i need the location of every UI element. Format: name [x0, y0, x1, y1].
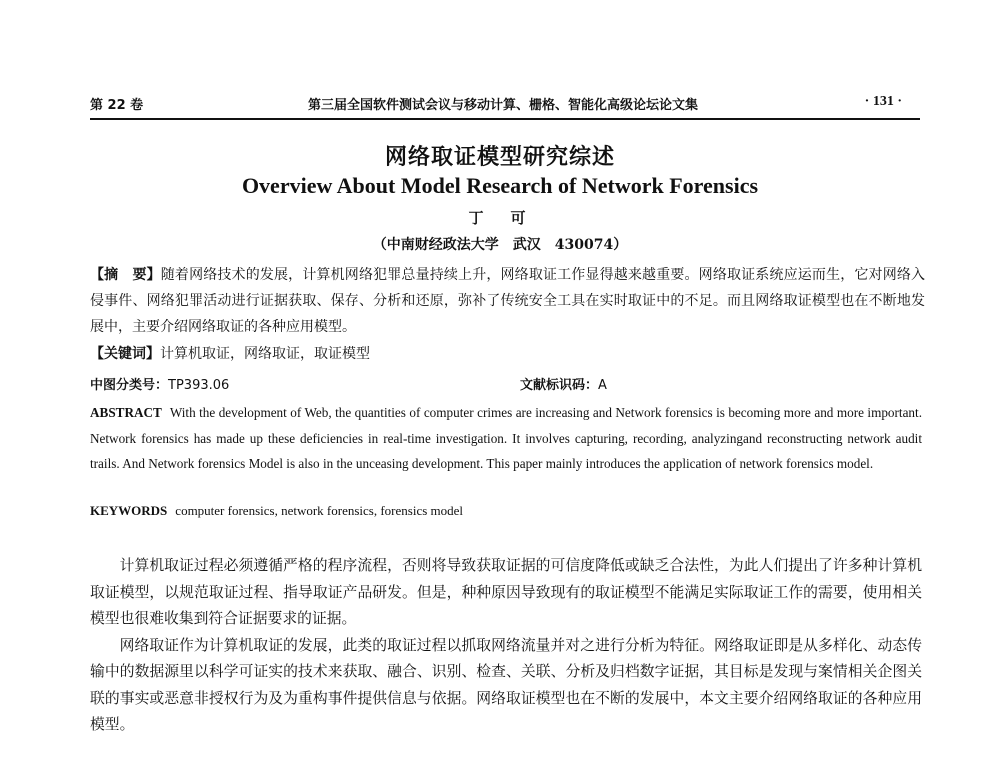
body-paragraph: 网络取证作为计算机取证的发展，此类的取证过程以抓取网络流量并对之进行分析为特征。网络取证即是从多样化、动态传输中的数据源里以科学可证实的技术来获取、融合、识别、检查、关联、分析及归档数字证据，其目标是发现与案情相关企图关联的事实或恶意非授权行为及为重构事件提供信息与依据。网络取证模型也在不断的发展中，本文主要介绍网络取证的各种应用模型。: [90, 636, 922, 733]
keywords-cn-text: 计算机取证，网络取证，取证模型: [160, 346, 370, 362]
body-text: [90, 553, 922, 739]
abstract-en: [90, 400, 922, 477]
doc-code-value: A: [598, 378, 607, 393]
keywords-cn: [90, 342, 925, 366]
paper-title-cn: 网络取证模型研究综述: [384, 145, 615, 170]
abstract-en-label: ABSTRACT: [90, 405, 162, 420]
clc-value: TP393.06: [168, 378, 230, 393]
keywords-cn-label: 【关键词】: [90, 346, 160, 362]
abstract-en-text: With the development of Web, the quantities of computer crimes are increasing and Network forensics is becoming more and more important. Network forensics has made up these deficiencies in real-time investigation. It involves capturing, recording, analyzingand reconstructing network audit trails. And Network forensics Model is also in the unceasing development. This paper mainly introduces the application of network forensics model.: [90, 405, 922, 471]
author-name: 丁 可: [468, 209, 532, 227]
clc-number: [90, 374, 229, 393]
doc-code-label: 文献标识码：: [520, 378, 599, 393]
page-number: · 131 ·: [864, 94, 902, 109]
running-header: [90, 92, 920, 116]
keywords-en-label: KEYWORDS: [90, 503, 168, 518]
volume-label: 第 22 卷: [90, 98, 144, 113]
paper-title-en: Overview About Model Research of Network Forensics: [241, 173, 759, 198]
keywords-en: [90, 503, 922, 519]
abstract-cn-text: 随着网络技术的发展，计算机网络犯罪总量持续上升，网络取证工作显得越来越重要。网络取证系统应运而生，它对网络入侵事件、网络犯罪活动进行证据获取、保存、分析和还原，弥补了传统安全工具在实时取证中的不足。而且网络取证模型也在不断地发展中，主要介绍网络取证的各种应用模型。: [90, 267, 926, 335]
body-paragraph: 计算机取证过程必须遵循严格的程序流程，否则将导致获取证据的可信度降低或缺乏合法性，为此人们提出了许多种计算机取证模型，以规范取证过程、指导取证产品研发。但是，种种原因导致现有的取证模型不能满足实际取证工作的需要，使用相关模型也很难收集到符合证据要求的证据。: [90, 557, 922, 627]
clc-label: 中图分类号：: [90, 378, 169, 393]
keywords-en-text: computer forensics, network forensics, forensics model: [175, 503, 464, 518]
header-rule: [90, 118, 920, 120]
abstract-cn: [90, 262, 925, 340]
abstract-cn-label: 【摘 要】: [90, 267, 161, 283]
author-affiliation: （中南财经政法大学 武汉 430074）: [372, 237, 628, 253]
document-code: [520, 374, 607, 393]
conference-title: 第三届全国软件测试会议与移动计算、栅格、智能化高级论坛论文集: [308, 98, 699, 113]
